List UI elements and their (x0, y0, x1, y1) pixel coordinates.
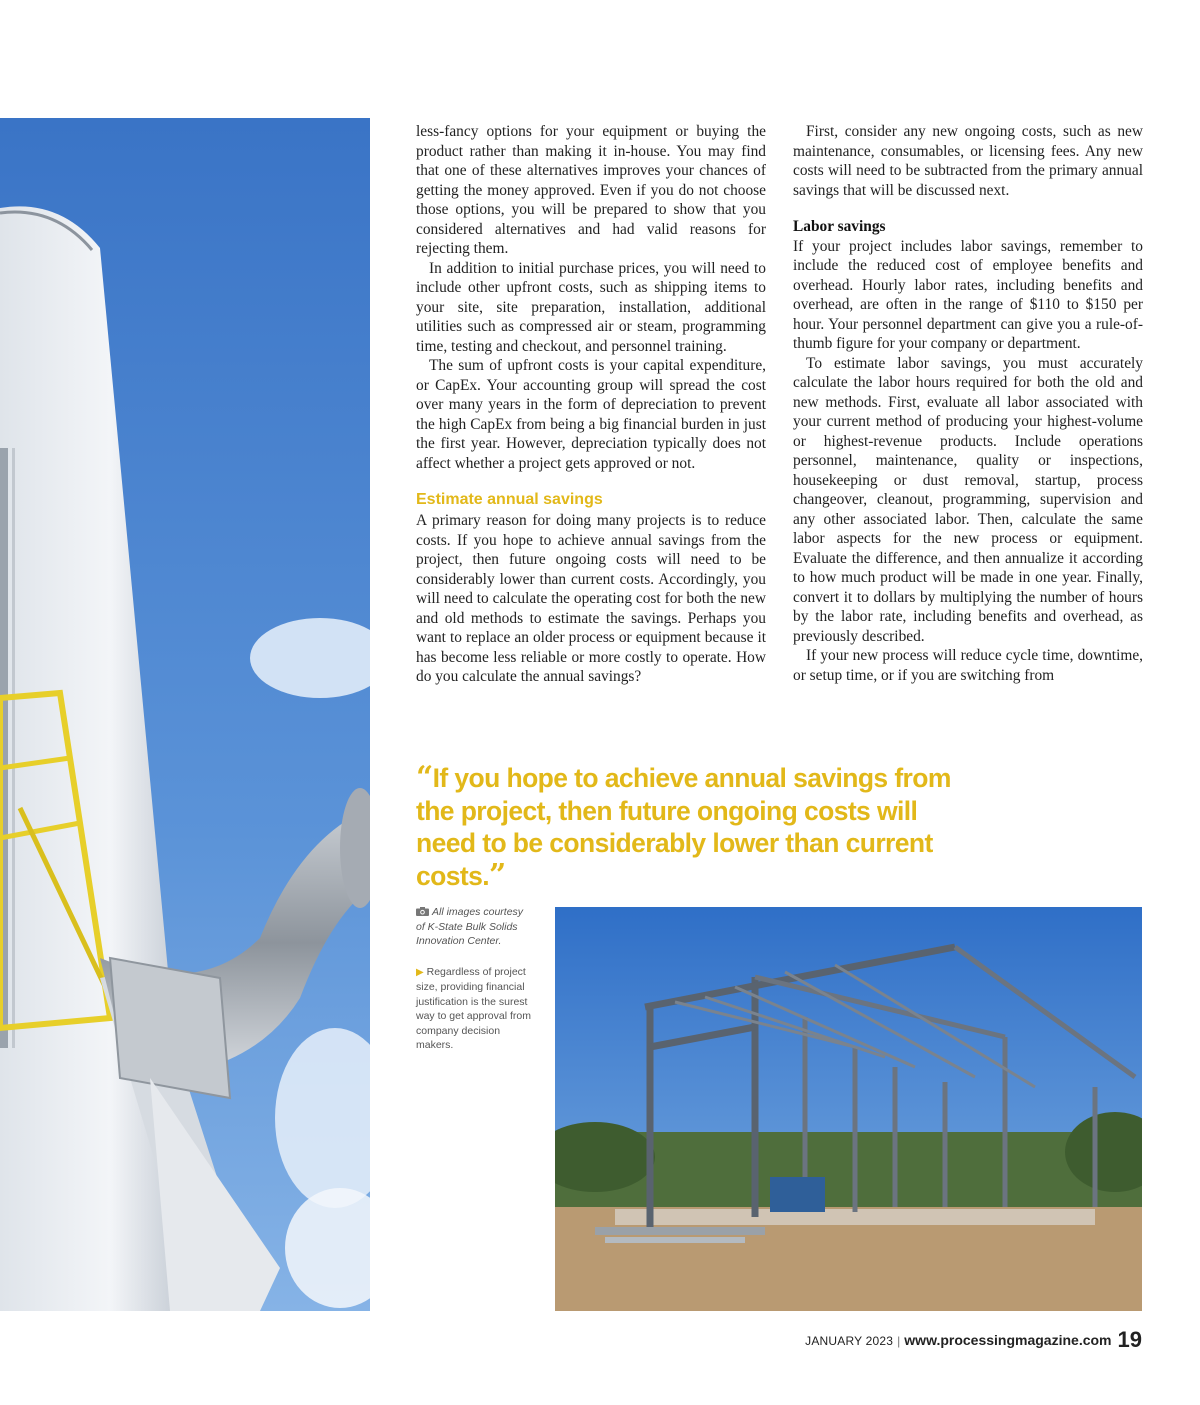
photo-credit-text: All images courtesy of K-State Bulk Solids Innovation Center. (416, 906, 524, 947)
section-heading: Estimate annual savings (416, 491, 603, 508)
article-column-1 (416, 122, 766, 687)
pull-quote (416, 762, 976, 892)
article-column-2 (793, 122, 1143, 685)
page-footer (805, 1327, 1142, 1353)
silo-photo (0, 118, 370, 1311)
paragraph: A primary reason for doing many projects is to reduce costs. If you hope to achieve annual savings from the project, then future ongoing costs will need to be considerably lower than current costs. Accordingly, you will need to calculate the operating cost for both the new and old methods to estimate the savings. Perhaps you want to replace an older process or equipment because it has become less reliable or more costly to operate. How do you calculate the annual savings? (416, 512, 766, 685)
paragraph: If your new process will reduce cycle time, downtime, or setup time, or if you are switching from (793, 647, 1143, 684)
triangle-right-icon: ▶ (416, 966, 424, 978)
paragraph: The sum of upfront costs is your capital expenditure, or CapEx. Your accounting group will spread the cost over many years in the form of depreciation to prevent the high CapEx from being a big financial burden in just the first year. However, depreciation typically does not affect whether a project gets approved or not. (416, 357, 766, 472)
silo-illustration (0, 118, 370, 1311)
photo-caption (416, 965, 534, 1053)
photo-caption-text: Regardless of project size, providing financial justification is the surest way to get approval from company decision makers. (416, 965, 531, 1051)
section-heading: Labor savings (793, 218, 886, 235)
photo-credit (416, 905, 534, 949)
footer-separator: | (897, 1334, 901, 1348)
website-link[interactable]: www.processingmagazine.com (904, 1332, 1112, 1348)
camera-icon (416, 906, 429, 915)
paragraph: If your project includes labor savings, remember to include the reduced cost of employee benefits and overhead. Hourly labor rates, including benefits and overhead, are often in the range of $110 to $150 per hour. Your personnel department can give you a rule-of-thumb figure for your company or department. (793, 237, 1143, 352)
paragraph: First, consider any new ongoing costs, such as new maintenance, consumables, or licensing fees. Any new costs will need to be subtracted from the primary annual savings that will be discussed next. (793, 123, 1143, 199)
page-number: 19 (1117, 1327, 1142, 1352)
steel-frame-illustration (555, 907, 1142, 1311)
paragraph: less-fancy options for your equipment or buying the product rather than making it in-house. You may find that one of these alternatives improves your chances of getting the money approved. Even if you do not choose those options, you will be prepared to show that you considered alternatives and had valid reasons for rejecting them. (416, 123, 766, 257)
steel-frame-photo (555, 907, 1142, 1311)
pull-quote-text: If you hope to achieve annual savings from the project, then future ongoing costs will need to be considerably lower than current costs. (416, 763, 951, 891)
paragraph: To estimate labor savings, you must accurately calculate the labor hours required for both the old and new methods. First, evaluate all labor associated with your current method of producing your highest-volume or highest-revenue products. Include operations personnel, maintenance, quality or inspections, housekeeping or dust removal, startup, process changeover, cleanout, programming, supervision and any other associated labor. Then, calculate the same labor aspects for the new process or equipment. Evaluate the difference, and then annualize it according to how much product will be made in one year. Finally, convert it to dollars by multiplying the number of hours by the labor rate, including benefits and overhead, as previously described. (793, 354, 1143, 645)
open-quote-mark: “ (416, 760, 433, 795)
issue-date: JANUARY 2023 (805, 1334, 894, 1348)
close-quote-mark: ” (489, 857, 506, 893)
photo-captions (416, 905, 534, 1053)
paragraph: In addition to initial purchase prices, you will need to include other upfront costs, such as shipping items to your site, site preparation, installation, additional utilities such as compressed air or steam, programming time, testing and checkout, and personnel training. (416, 259, 766, 355)
